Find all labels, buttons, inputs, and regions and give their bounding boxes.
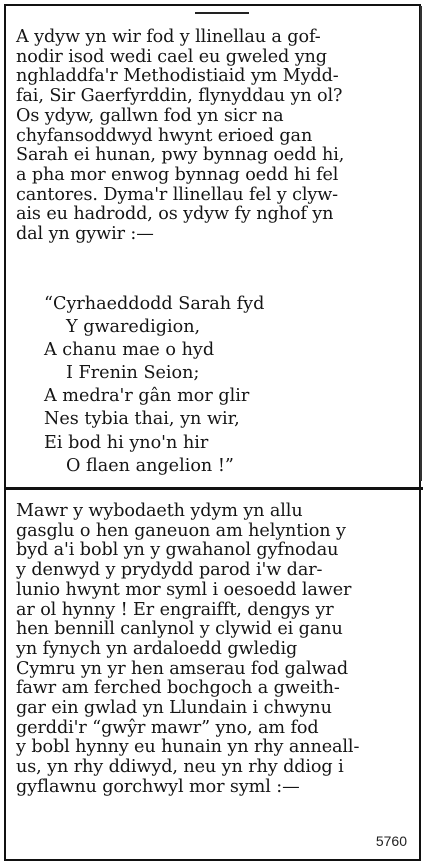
catalog-number: 5760 xyxy=(375,833,407,849)
text-line: cantores. Dyma'r llinellau fel y clyw- xyxy=(16,184,339,205)
poem-line: O flaen angelion !” xyxy=(66,455,234,476)
text-line: chyfansoddwyd hwynt erioed gan xyxy=(16,125,313,146)
text-line: Os ydyw, gallwn fod yn sicr na xyxy=(16,105,284,126)
text-line: gyflawnu gorchwyl mor syml :— xyxy=(16,776,300,797)
text-line: Sarah ei hunan, pwy bynnag oedd hi, xyxy=(16,145,345,166)
text-line: fai, Sir Gaerfyrddin, flynyddau yn ol? xyxy=(16,86,343,107)
text-line: byd a'i bobl yn y gwahanol gyfnodau xyxy=(16,540,339,561)
poem-line: “Cyrhaeddodd Sarah fyd xyxy=(44,294,265,314)
poem-line: Y gwaredigion, xyxy=(66,317,201,338)
text-line: ar ol hynny ! Er engraifft, dengys yr xyxy=(16,599,334,620)
text-line: hen bennill canlynol y clywid ei ganu xyxy=(16,619,343,640)
text-line: A ydyw yn wir fod y llinellau a gof- xyxy=(16,27,321,47)
text-line: fawr am ferched bochgoch a gweith- xyxy=(16,678,340,699)
poem-line: A chanu mae o hyd xyxy=(44,340,215,361)
paragraph-2 xyxy=(16,502,414,798)
paragraph-1 xyxy=(16,28,414,245)
text-line: lunio hwynt mor syml i oesoedd lawer xyxy=(16,579,352,600)
text-line: nghladdfa'r Methodistiaid ym Mydd- xyxy=(16,66,339,87)
text-line: Cymru yn yr hen amserau fod galwad xyxy=(16,658,349,679)
text-line: dal yn gywir :— xyxy=(16,224,154,245)
poem-line: I Frenin Seion; xyxy=(66,363,200,384)
text-line: ais eu hadrodd, os ydyw fy nghof yn xyxy=(16,204,334,225)
text-line: us, yn rhy ddiwyd, neu yn rhy ddiog i xyxy=(16,757,344,778)
text-line: gar ein gwlad yn Llundain i chwynu xyxy=(16,698,332,719)
poem-line: Nes tybia thai, yn wir, xyxy=(44,409,240,430)
text-line: nodir isod wedi cael eu gweled yng xyxy=(16,46,327,67)
text-line: gasglu o hen ganeuon am helyntion y xyxy=(16,520,346,541)
column-divider xyxy=(420,6,422,481)
text-line: yn fynych yn ardaloedd gwledig xyxy=(16,638,298,659)
text-line: gerddi'r “gwŷr mawr” yno, am fod xyxy=(16,717,319,738)
text-line: Mawr y wybodaeth ydym yn allu xyxy=(16,501,303,521)
section-divider xyxy=(6,487,423,490)
document-page xyxy=(4,4,421,861)
poem-stanza xyxy=(44,293,344,478)
text-line: a pha mor enwog bynnag oedd hi fel xyxy=(16,164,339,185)
text-line: y denwyd y prydydd parod i'w dar- xyxy=(16,560,323,581)
poem-line: Ei bod hi yno'n hir xyxy=(44,432,209,453)
poem-line: A medra'r gân mor glir xyxy=(44,386,250,407)
text-line: y bobl hynny eu hunain yn rhy anneall- xyxy=(16,737,360,758)
header-rule xyxy=(195,12,249,14)
